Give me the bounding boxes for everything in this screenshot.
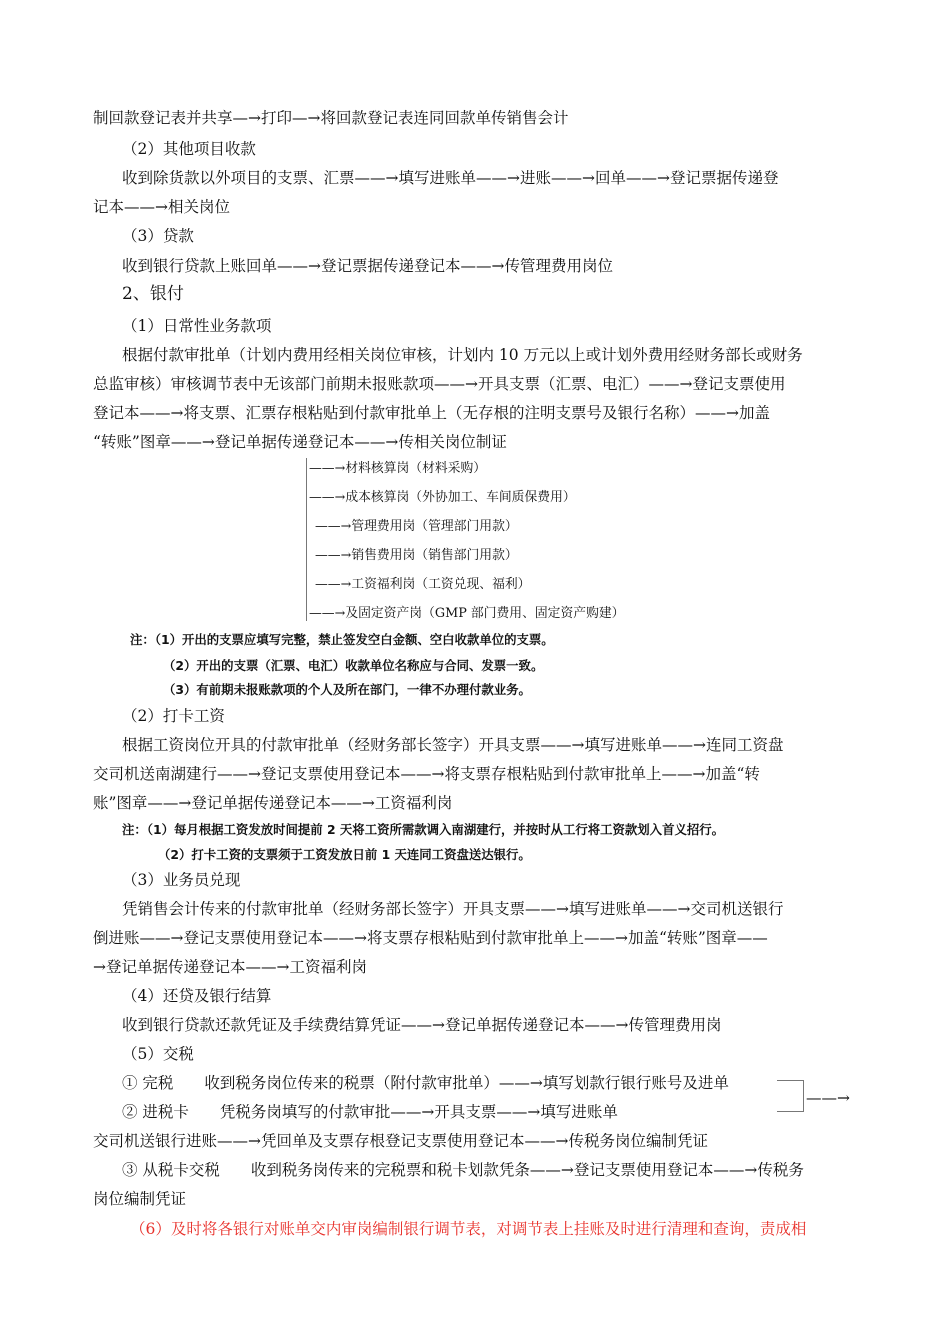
text-line: 登记本——→将支票、汇票存根粘贴到付款审批单上（无存根的注明支票号及银行名称）——→加盖 xyxy=(93,404,770,422)
text-line: ① 完税 收到税务岗位传来的税票（附付款审批单）——→填写划款行银行账号及进单 xyxy=(122,1074,729,1092)
branch-item: ——→销售费用岗（销售部门用款） xyxy=(315,548,518,563)
bracket-arrow: ——→ xyxy=(806,1089,850,1107)
section-heading: （3）业务员兑现 xyxy=(122,871,241,889)
text-line: 岗位编制凭证 xyxy=(93,1190,187,1208)
text-line: 根据付款审批单（计划内费用经相关岗位审核，计划内 10 万元以上或计划外费用经财务部长或财务 xyxy=(122,346,803,364)
section-heading: （1）日常性业务款项 xyxy=(122,317,272,335)
text-line: 制回款登记表并共享—→打印—→将回款登记表连同回款单传销售会计 xyxy=(93,109,569,127)
text-line: 交司机送银行进账——→凭回单及支票存根登记支票使用登记本——→传税务岗位编制凭证 xyxy=(93,1132,708,1150)
section-heading: （2）其他项目收款 xyxy=(122,140,256,158)
text-line: 记本——→相关岗位 xyxy=(93,198,230,216)
text-line: 交司机送南湖建行——→登记支票使用登记本——→将支票存根粘贴到付款审批单上——→加盖“转 xyxy=(93,765,760,783)
text-line: 收到除货款以外项目的支票、汇票——→填写进账单——→进账——→回单——→登记票据传递登 xyxy=(122,169,779,187)
text-line: 根据工资岗位开具的付款审批单（经财务部长签字）开具支票——→填写进账单——→连同工资盘 xyxy=(122,736,784,754)
text-line: 收到银行贷款上账回单——→登记票据传递登记本——→传管理费用岗位 xyxy=(122,257,613,275)
note-line: （2）打卡工资的支票须于工资发放日前 1 天连同工资盘送达银行。 xyxy=(158,847,531,862)
highlighted-text-line: （6）及时将各银行对账单交内审岗编制银行调节表，对调节表上挂账及时进行清理和查询，责成相 xyxy=(130,1220,807,1238)
text-line: 总监审核）审核调节表中无该部门前期未报账款项——→开具支票（汇票、电汇）——→登记支票使用 xyxy=(93,375,786,393)
branch-item: ——→材料核算岗（材料采购） xyxy=(309,461,487,476)
bracket-connector xyxy=(777,1080,804,1112)
branch-item: ——→成本核算岗（外协加工、车间质保费用） xyxy=(309,490,576,505)
section-heading: （4）还贷及银行结算 xyxy=(122,987,272,1005)
text-line: ② 进税卡 凭税务岗填写的付款审批——→开具支票——→填写进账单 xyxy=(122,1103,618,1121)
section-heading: 2、银付 xyxy=(122,284,184,304)
note-line: 注：（1）开出的支票应填写完整，禁止签发空白金额、空白收款单位的支票。 xyxy=(130,632,554,647)
section-heading: （5）交税 xyxy=(122,1045,194,1063)
text-line: 倒进账——→登记支票使用登记本——→将支票存根粘贴到付款审批单上——→加盖“转账”图章—— xyxy=(93,929,768,947)
branch-connector-line xyxy=(306,458,307,621)
branch-item: ——→管理费用岗（管理部门用款） xyxy=(315,519,518,534)
text-line: ③ 从税卡交税 收到税务岗传来的完税票和税卡划款凭条——→登记支票使用登记本——→传税务 xyxy=(122,1161,804,1179)
note-line: （2）开出的支票（汇票、电汇）收款单位名称应与合同、发票一致。 xyxy=(163,658,544,673)
text-line: 收到银行贷款还款凭证及手续费结算凭证——→登记单据传递登记本——→传管理费用岗 xyxy=(122,1016,722,1034)
note-line: （3）有前期未报账款项的个人及所在部门，一律不办理付款业务。 xyxy=(163,682,531,697)
text-line: 账”图章——→登记单据传递登记本——→工资福利岗 xyxy=(93,794,453,812)
branch-item: ——→及固定资产岗（GMP 部门费用、固定资产购建） xyxy=(309,606,625,621)
text-line: →登记单据传递登记本——→工资福利岗 xyxy=(93,958,367,976)
text-line: “转账”图章——→登记单据传递登记本——→传相关岗位制证 xyxy=(93,433,507,451)
note-line: 注：（1）每月根据工资发放时间提前 2 天将工资所需款调入南湖建行，并按时从工行将工资款划入首义招行。 xyxy=(122,822,725,837)
text-line: 凭销售会计传来的付款审批单（经财务部长签字）开具支票——→填写进账单——→交司机送银行 xyxy=(122,900,784,918)
section-heading: （3）贷款 xyxy=(122,227,194,245)
branch-item: ——→工资福利岗（工资兑现、福利） xyxy=(315,577,531,592)
section-heading: （2）打卡工资 xyxy=(122,707,225,725)
